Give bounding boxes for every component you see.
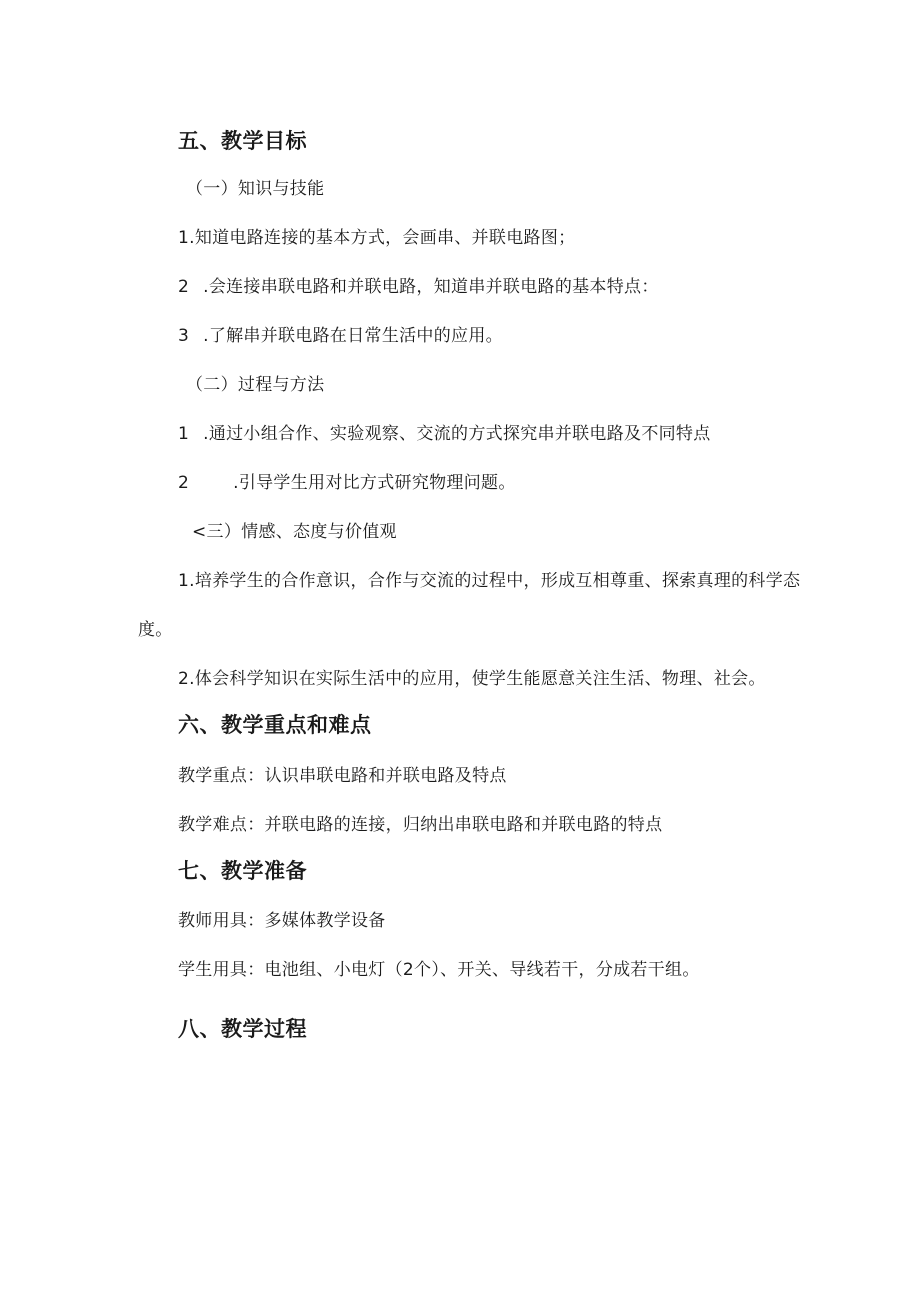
subsection-title-values: <三）情感、态度与价值观 — [192, 522, 397, 542]
knowledge-item-2-text: .会连接串联电路和并联电路，知道串并联电路的基本特点： — [203, 277, 659, 297]
section-heading-key-difficult: 六、教学重点和难点 — [178, 713, 372, 737]
process-item-1-number: 1 — [178, 424, 190, 444]
section-heading-objectives: 五、教学目标 — [178, 129, 307, 153]
values-item-1-line-2: 度。 — [138, 620, 173, 640]
knowledge-item-2 — [178, 276, 659, 298]
student-tools-text: 学生用具：电池组、小电灯（2个）、开关、导线若干，分成若干组。 — [178, 960, 700, 980]
knowledge-item-3-text: .了解串并联电路在日常生活中的应用。 — [203, 326, 503, 346]
subsection-title-process: （二）过程与方法 — [186, 375, 325, 395]
process-item-2-number: 2 — [178, 473, 190, 493]
key-point-text: 教学重点：认识串联电路和并联电路及特点 — [178, 766, 507, 786]
knowledge-item-3 — [178, 325, 503, 347]
process-item-1 — [178, 423, 711, 445]
process-item-2-text: .引导学生用对比方式研究物理问题。 — [233, 473, 516, 493]
knowledge-item-1: 1.知道电路连接的基本方式，会画串、并联电路图； — [178, 228, 576, 248]
subsection-title-knowledge: （一）知识与技能 — [186, 179, 325, 199]
knowledge-item-3-number: 3 — [178, 326, 190, 346]
values-item-2: 2.体会科学知识在实际生活中的应用，使学生能愿意关注生活、物理、社会。 — [178, 669, 766, 689]
difficult-point-text: 教学难点：并联电路的连接，归纳出串联电路和并联电路的特点 — [178, 815, 663, 835]
knowledge-item-2-number: 2 — [178, 277, 190, 297]
section-heading-process: 八、教学过程 — [178, 1017, 307, 1041]
process-item-2 — [178, 472, 516, 494]
teacher-tools-text: 教师用具：多媒体教学设备 — [178, 911, 386, 931]
values-item-1-line-1: 1.培养学生的合作意识，合作与交流的过程中，形成互相尊重、探索真理的科学态 — [178, 571, 801, 591]
section-heading-preparation: 七、教学准备 — [178, 859, 307, 883]
process-item-1-text: .通过小组合作、实验观察、交流的方式探究串并联电路及不同特点 — [203, 424, 711, 444]
